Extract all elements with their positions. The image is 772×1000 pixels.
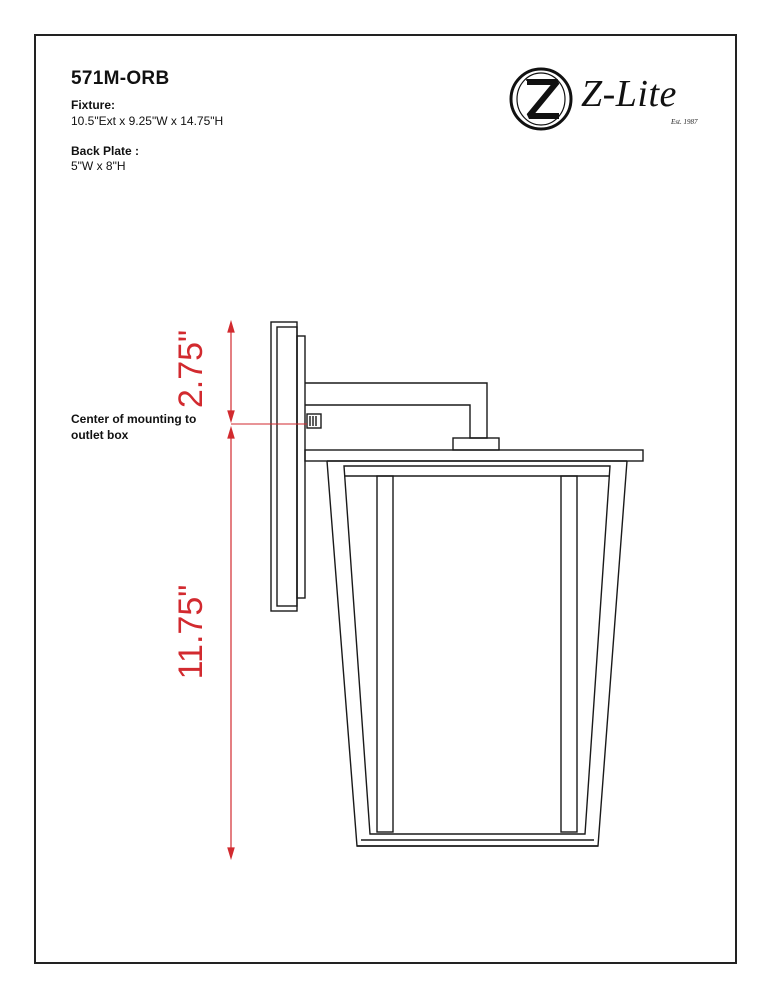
frame-bar-right	[561, 476, 577, 832]
model-number: 571M-ORB	[71, 68, 170, 89]
back-plate-rim	[297, 336, 305, 598]
lantern-glass-outer	[344, 466, 610, 834]
dim-arrow-upper-top	[228, 322, 234, 332]
frame-bar-left	[377, 476, 393, 832]
brand-tagline: Est. 1987	[671, 118, 698, 126]
dim-arrow-lower-top	[228, 428, 234, 438]
dim-label-upper: 2.75"	[172, 329, 210, 409]
arm-cap	[453, 438, 499, 450]
mount-center-note: Center of mounting to outlet box	[71, 412, 197, 442]
back-plate	[271, 322, 297, 611]
support-arm	[305, 383, 487, 438]
backplate-dimensions: 5"W x 8"H	[71, 159, 126, 173]
dim-arrow-lower-bottom	[228, 848, 234, 858]
brand-name: Z-Lite	[581, 73, 677, 115]
fixture-label: Fixture:	[71, 98, 116, 112]
dim-label-lower: 11.75"	[172, 584, 210, 680]
lantern-body	[327, 461, 627, 846]
mounting-knob	[307, 414, 321, 428]
backplate-label: Back Plate :	[71, 144, 140, 158]
dim-arrow-upper-bottom	[228, 411, 234, 421]
top-canopy	[305, 450, 643, 461]
fixture-dimensions: 10.5"Ext x 9.25"W x 14.75"H	[71, 114, 224, 128]
back-plate-inner	[277, 327, 297, 606]
